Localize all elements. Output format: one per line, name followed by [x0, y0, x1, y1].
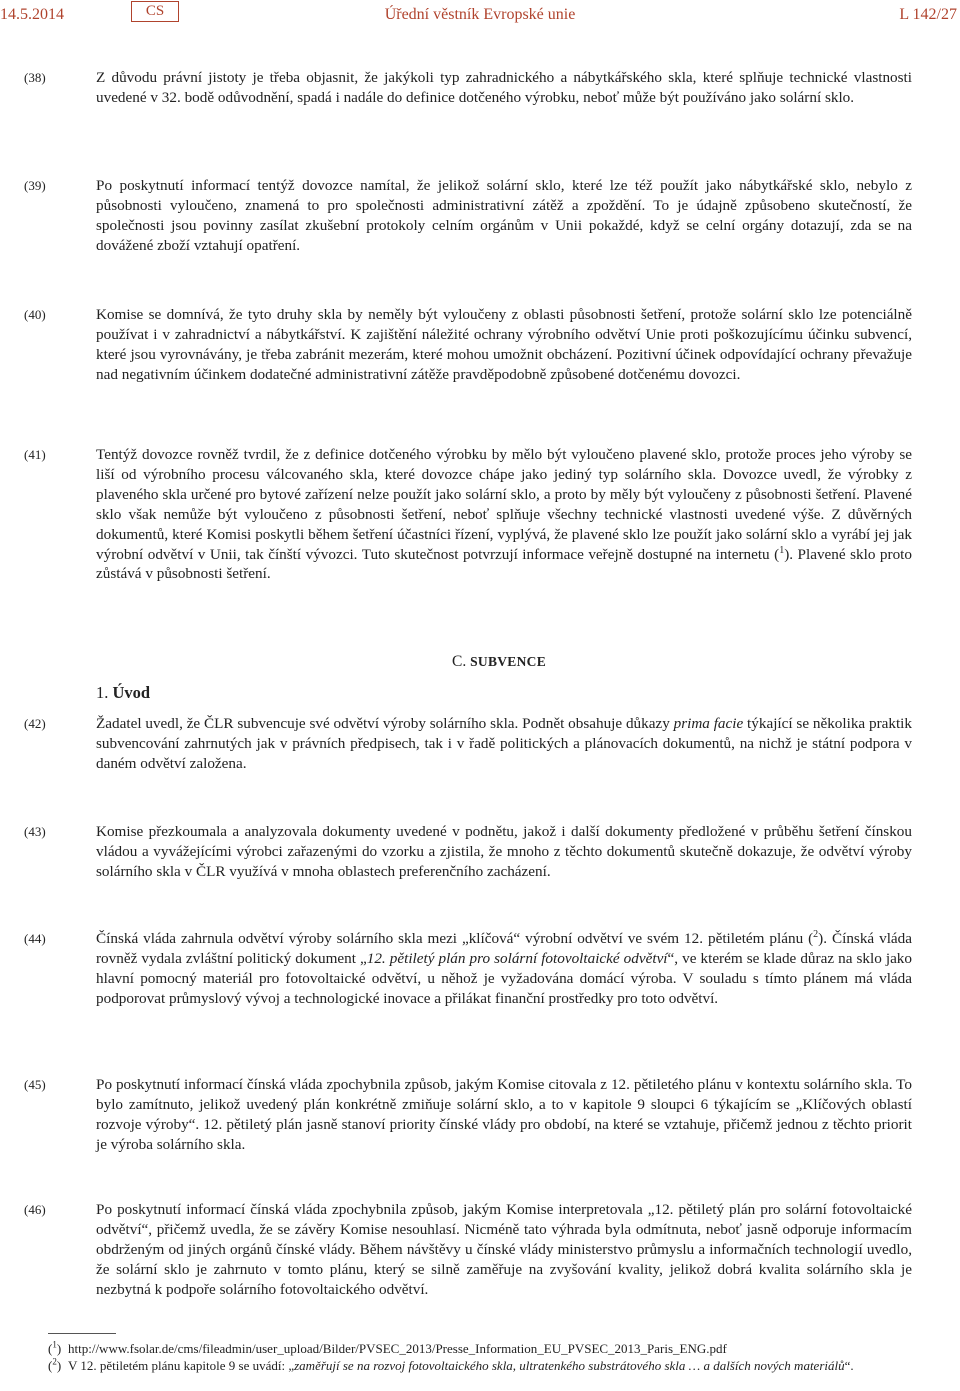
paragraph-number: (44) — [24, 931, 46, 946]
paragraph-text — [96, 822, 912, 882]
paragraph-42 — [0, 714, 960, 774]
paragraph-text — [96, 445, 912, 584]
text-span: “. — [844, 1357, 854, 1373]
text-span: Tentýž dovozce rovněž tvrdil, že z definice dotčeného výrobku by mělo být vyloučeno plavené sklo, protože proces jeho výroby se liší od výrobního procesu válcovaného skla, které dovozce chápe jako jediný typ solárního skla. Dovozce uvedl, že výrobky z plaveného skla určené pro bytové zařízení nelze použít jako solární sklo, a proto by měly být vyloučeny z působnosti šetření. Plavené sklo však nemůže být vyloučeno z působnosti šetření, neboť splňuje všechny technické vlastnosti uvedené výše. Z důvěrných dokumentů, které Komisi poskytli během šetření účastníci řízení, vyplývá, že plavené sklo lze použít jako solární sklo a vyrábí jej jak výrobní odvětví v Unii, tak čínští vývozci. Tuto skutečnost potvrzují informace veřejně dostupné na internetu ( — [96, 446, 912, 563]
section-title: SUBVENCE — [470, 654, 547, 669]
paragraph-text — [96, 176, 912, 256]
paragraph-text — [96, 1200, 912, 1300]
footnote-separator — [48, 1333, 116, 1334]
text-span: V 12. pětiletém plánu kapitole 9 se uvádí: „ — [68, 1357, 295, 1373]
subsection-heading — [96, 683, 150, 703]
italic-span: 12. pětiletý plán pro solární fotovoltaické odvětví — [366, 949, 668, 967]
footnote-1 — [0, 1341, 960, 1358]
paragraph-text — [96, 1075, 912, 1155]
italic-span: zaměřují se na rozvoj fotovoltaického skla, ultratenkého substrátového skla … a dalších nových materiálů — [294, 1357, 845, 1373]
paragraph-41 — [0, 445, 960, 584]
text-span: ). Plavené sklo proto zůstává v působnosti šetření. — [96, 545, 912, 583]
paragraph-number: (41) — [24, 447, 46, 462]
journal-title: Úřední věstník Evropské unie — [384, 6, 576, 23]
text-span: Čínská vláda zahrnula odvětví výroby solárního skla mezi „klíčová“ výrobní odvětví ve svém 12. pětiletém plánu ( — [96, 930, 814, 947]
paragraph-text — [96, 714, 912, 774]
publication-date: 14.5.2014 — [0, 6, 64, 23]
page-reference: L 142/27 — [899, 6, 957, 23]
paragraph-39 — [0, 176, 960, 256]
text-span: Po poskytnutí informací čínská vláda zpochybnila způsob, jakým Komise interpretovala „12. pětiletý plán pro solární fotovoltaické odvětví“, přičemž uvedla, že se závěry Komise nesouhlasí. Nicméně tato výhrada byla odmítnuta, neboť jasně odporuje informacím obdrženým od jiných orgánů čínské vlády. Během návštěvy u čínské vlády ministerstvo průmyslu a informačních technologií uvedlo, že solární sklo je zahrnuto v tomto plánu, který se silně zaměřuje na zvyšování kvality, jelikož dobrá kvalita solárního skla je nezbytná k podpoře solárního fotovoltaického odvětví. — [96, 1201, 912, 1298]
paragraph-text — [96, 305, 912, 385]
subsection-number: 1. — [96, 683, 109, 702]
text-span: Po poskytnutí informací tentýž dovozce namítal, že jelikož solární sklo, které lze též použít jako nábytkářské sklo, nebylo z působnosti vyloučeno, znamená to pro společnosti administrativní zátěž a zpoždění. To je údajně způsobeno skutečností, že společnosti jsou povinny zasílat zkušební protokoly celním orgánům v Unii pokaždé, když se celní orgány dotazují, zda se na dovážené zboží vztahují opatření. — [96, 177, 912, 254]
paragraph-number: (39) — [24, 178, 46, 193]
section-heading — [452, 652, 546, 672]
text-span: Z důvodu právní jistoty je třeba objasnit, že jakýkoli typ zahradnického a nábytkářského skla, které splňuje technické vlastnosti uvedené v 32. bodě odůvodnění, spadá i nadále do definice dotčeného výrobku, neboť může být používáno jako solární sklo. — [96, 69, 912, 106]
italic-span: prima facie — [673, 715, 744, 732]
paragraph-number: (43) — [24, 824, 46, 839]
paragraph-number: (40) — [24, 307, 46, 322]
paragraph-text — [96, 68, 912, 108]
footnote-mark: ($^2$) — [48, 1356, 62, 1373]
paragraph-number: (46) — [24, 1202, 46, 1217]
language-badge: CS — [131, 1, 179, 22]
footnotes — [0, 1341, 960, 1374]
paragraph-46 — [0, 1200, 960, 1300]
footnote-mark: ($^1$) — [48, 1339, 62, 1356]
paragraph-45 — [0, 1075, 960, 1155]
text-span: Komise se domnívá, že tyto druhy skla by neměly být vyloučeny z oblasti působnosti šetření, protože solární sklo lze potenciálně používat i v zahradnictví a nábytkářství. K zajištění náležité ochrany výrobního odvětví Unie proti poškozujícímu účinku subvencí, které jsou vyrovnávány, je třeba zabránit mezerám, které mohou umožnit obcházení. Pozitivní účinek odpovídající ochrany převažuje nad negativním účinkem dodatečné administrativní zátěže pravděpodobně způsobené dotčenému dovozci. — [96, 306, 912, 383]
paragraph-40 — [0, 305, 960, 385]
text-span: “, ve kterém se klade důraz na sklo jako hlavní pomocný materiál pro fotovoltaické odvětví, u něhož je vyžadována domácí výroba. V souladu s tímto plánem má vláda podporovat průmyslový vývoj a technologické inovace a přilákat finanční prostředky pro toto odvětví. — [96, 949, 912, 1007]
paragraph-number: (45) — [24, 1077, 46, 1092]
footnote-text — [68, 1358, 912, 1375]
footnote-url[interactable] — [68, 1341, 912, 1358]
text-span: Komise přezkoumala a analyzovala dokumenty uvedené v podnětu, jakož i další dokumenty předložené v průběhu šetření čínskou vládou a vyvážejícími výrobci zařazenými do vzorku a zjistila, že mnoho z těchto dokumentů skutečně dokazuje, že odvětví výroby solárního skla v ČLR využívá v mnoha oblastech preferenčního zacházení. — [96, 823, 912, 880]
paragraph-number: (42) — [24, 716, 46, 731]
text-span: týkající se několika praktik subvencování zahrnutých jak v právních předpisech, tak i v řadě politických a plánovacích dokumentů, na nichž je státní podpora v daném odvětví založena. — [96, 715, 912, 772]
text-span: http://www.fsolar.de/cms/fileadmin/user_upload/Bilder/PVSEC_2013/Presse_Information_EU_PVSEC_2013_Paris_ENG.pdf — [68, 1341, 727, 1356]
paragraph-44 — [0, 929, 960, 1009]
footnote-ref: 1 — [779, 544, 785, 556]
section-letter: C. — [452, 653, 467, 670]
footnote-2 — [0, 1358, 960, 1375]
footnote-ref: 2 — [813, 928, 819, 940]
paragraph-38 — [0, 68, 960, 108]
subsection-title: Úvod — [112, 683, 151, 702]
text-span: ). Čínská vláda rovněž vydala zvláštní politický dokument „ — [96, 930, 912, 967]
paragraph-number: (38) — [24, 70, 46, 85]
paragraph-43 — [0, 822, 960, 882]
page-header — [0, 0, 960, 30]
text-span: Žadatel uvedl, že ČLR subvencuje své odvětví výroby solárního skla. Podnět obsahuje důkazy — [96, 715, 674, 732]
paragraph-text — [96, 929, 912, 1009]
text-span: Po poskytnutí informací čínská vláda zpochybnila způsob, jakým Komise citovala z 12. pětiletého plánu v kontextu solárního skla. To bylo zamítnuto, jelikož uvedený plán konkrétně zmiňuje solární sklo, a to v kapitole 9 sloupci 6 týkajícím se „Klíčových oblastí rozvoje výroby“. 12. pětiletý plán jasně stanoví priority čínské vlády pro období, na které se vztahuje, přičemž jednou z těchto priorit je výroba solárního skla. — [96, 1076, 912, 1153]
